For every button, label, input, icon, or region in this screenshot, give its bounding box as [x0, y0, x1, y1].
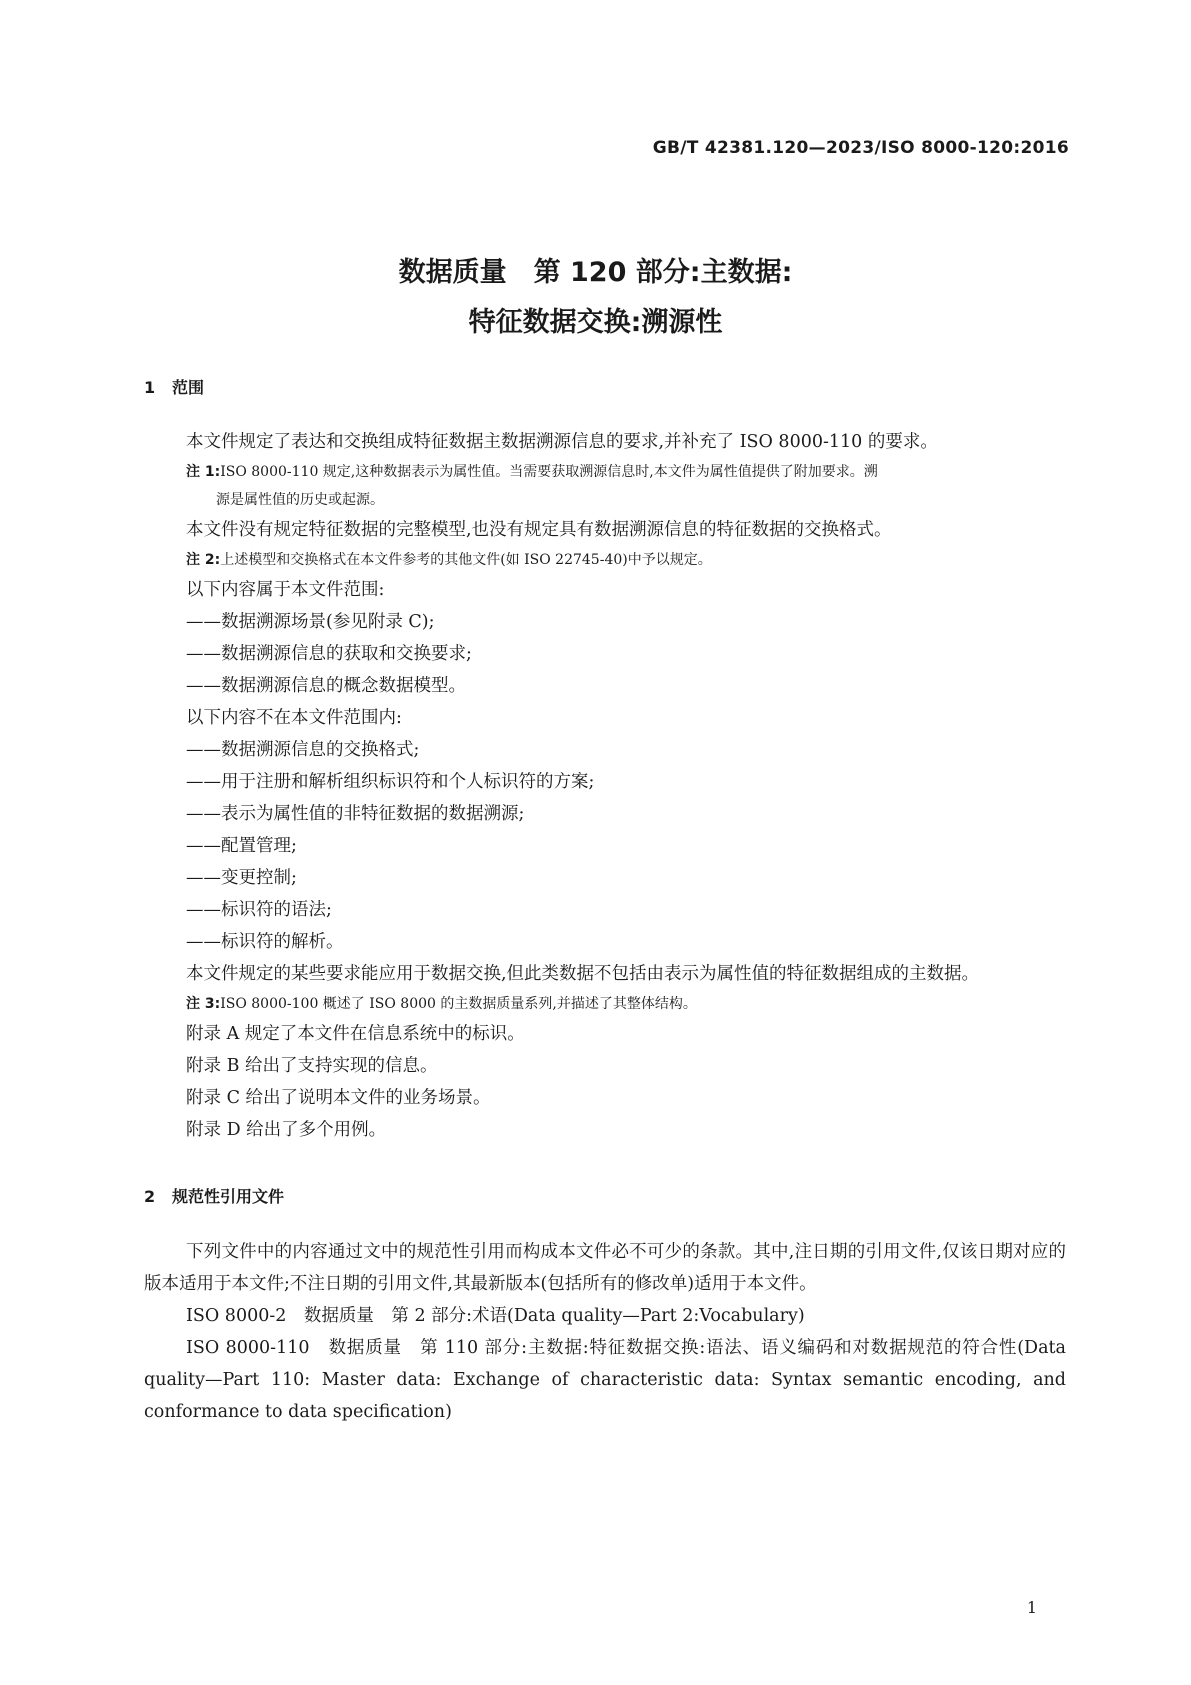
note-text: ISO 8000-110 规定,这种数据表示为属性值。当需要获取溯源信息时,本文件为属性值提供了附加要求。溯	[220, 464, 878, 480]
standard-code: GB/T 42381.120—2023/ISO 8000-120:2016	[652, 138, 1069, 158]
section-1-heading	[144, 375, 204, 398]
normative-reference: ISO 8000-110 数据质量 第 110 部分:主数据:特征数据交换:语法、语义编码和对数据规范的符合性(Data quality—Part 110: Master data: Exchange of characteristic data: Syntax semantic encoding, and conformance to data specification)	[144, 1338, 1066, 1422]
list-item: ——表示为属性值的非特征数据的数据溯源;	[186, 804, 525, 824]
list-item: ——标识符的解析。	[186, 932, 344, 952]
paragraph: 下列文件中的内容通过文中的规范性引用而构成本文件必不可少的条款。其中,注日期的引用文件,仅该日期对应的版本适用于本文件;不注日期的引用文件,其最新版本(包括所有的修改单)适用于本文件。	[144, 1242, 1066, 1294]
note-3	[144, 990, 1066, 1018]
normative-reference: ISO 8000-2 数据质量 第 2 部分:术语(Data quality—Part 2:Vocabulary)	[186, 1306, 805, 1326]
note-label: 注 2:	[186, 552, 221, 568]
out-scope-intro: 以下内容不在本文件范围内:	[186, 708, 402, 728]
note-2	[144, 546, 1066, 574]
title-line-2: 特征数据交换:溯源性	[468, 307, 723, 338]
section-2-heading	[144, 1184, 284, 1207]
section-title: 规范性引用文件	[172, 1187, 285, 1206]
list-item: ——用于注册和解析组织标识符和个人标识符的方案;	[186, 772, 595, 792]
annex-line: 附录 C 给出了说明本文件的业务场景。	[186, 1088, 491, 1108]
list-item: ——变更控制;	[186, 868, 297, 888]
list-item: ——标识符的语法;	[186, 900, 332, 920]
list-item: ——数据溯源场景(参见附录 C);	[186, 612, 435, 632]
paragraph: 本文件没有规定特征数据的完整模型,也没有规定具有数据溯源信息的特征数据的交换格式。	[186, 520, 892, 540]
note-text: ISO 8000-100 概述了 ISO 8000 的主数据质量系列,并描述了其整体结构。	[220, 996, 697, 1012]
section-number: 1	[144, 378, 156, 397]
note-label: 注 1:	[186, 464, 221, 480]
in-scope-intro: 以下内容属于本文件范围:	[186, 580, 385, 600]
note-text: 上述模型和交换格式在本文件参考的其他文件(如 ISO 22745-40)中予以规定。	[220, 552, 712, 568]
note-label: 注 3:	[186, 996, 221, 1012]
section-1-body	[144, 426, 1066, 1146]
section-title: 范围	[172, 378, 205, 397]
note-continuation: 源是属性值的历史或起源。	[216, 492, 384, 508]
annex-line: 附录 A 规定了本文件在信息系统中的标识。	[186, 1024, 525, 1044]
page-number: 1	[1026, 1598, 1037, 1617]
list-item: ——配置管理;	[186, 836, 297, 856]
paragraph: 本文件规定的某些要求能应用于数据交换,但此类数据不包括由表示为属性值的特征数据组成的主数据。	[186, 964, 980, 984]
annex-line: 附录 D 给出了多个用例。	[186, 1120, 387, 1140]
title-line-1: 数据质量 第 120 部分:主数据:	[398, 257, 793, 288]
list-item: ——数据溯源信息的概念数据模型。	[186, 676, 466, 696]
list-item: ——数据溯源信息的获取和交换要求;	[186, 644, 472, 664]
section-number: 2	[144, 1187, 156, 1206]
annex-line: 附录 B 给出了支持实现的信息。	[186, 1056, 438, 1076]
paragraph: 本文件规定了表达和交换组成特征数据主数据溯源信息的要求,并补充了 ISO 8000-110 的要求。	[186, 432, 938, 452]
section-2-body	[144, 1236, 1066, 1428]
list-item: ——数据溯源信息的交换格式;	[186, 740, 420, 760]
document-title	[0, 248, 1191, 348]
note-1	[144, 458, 1066, 514]
